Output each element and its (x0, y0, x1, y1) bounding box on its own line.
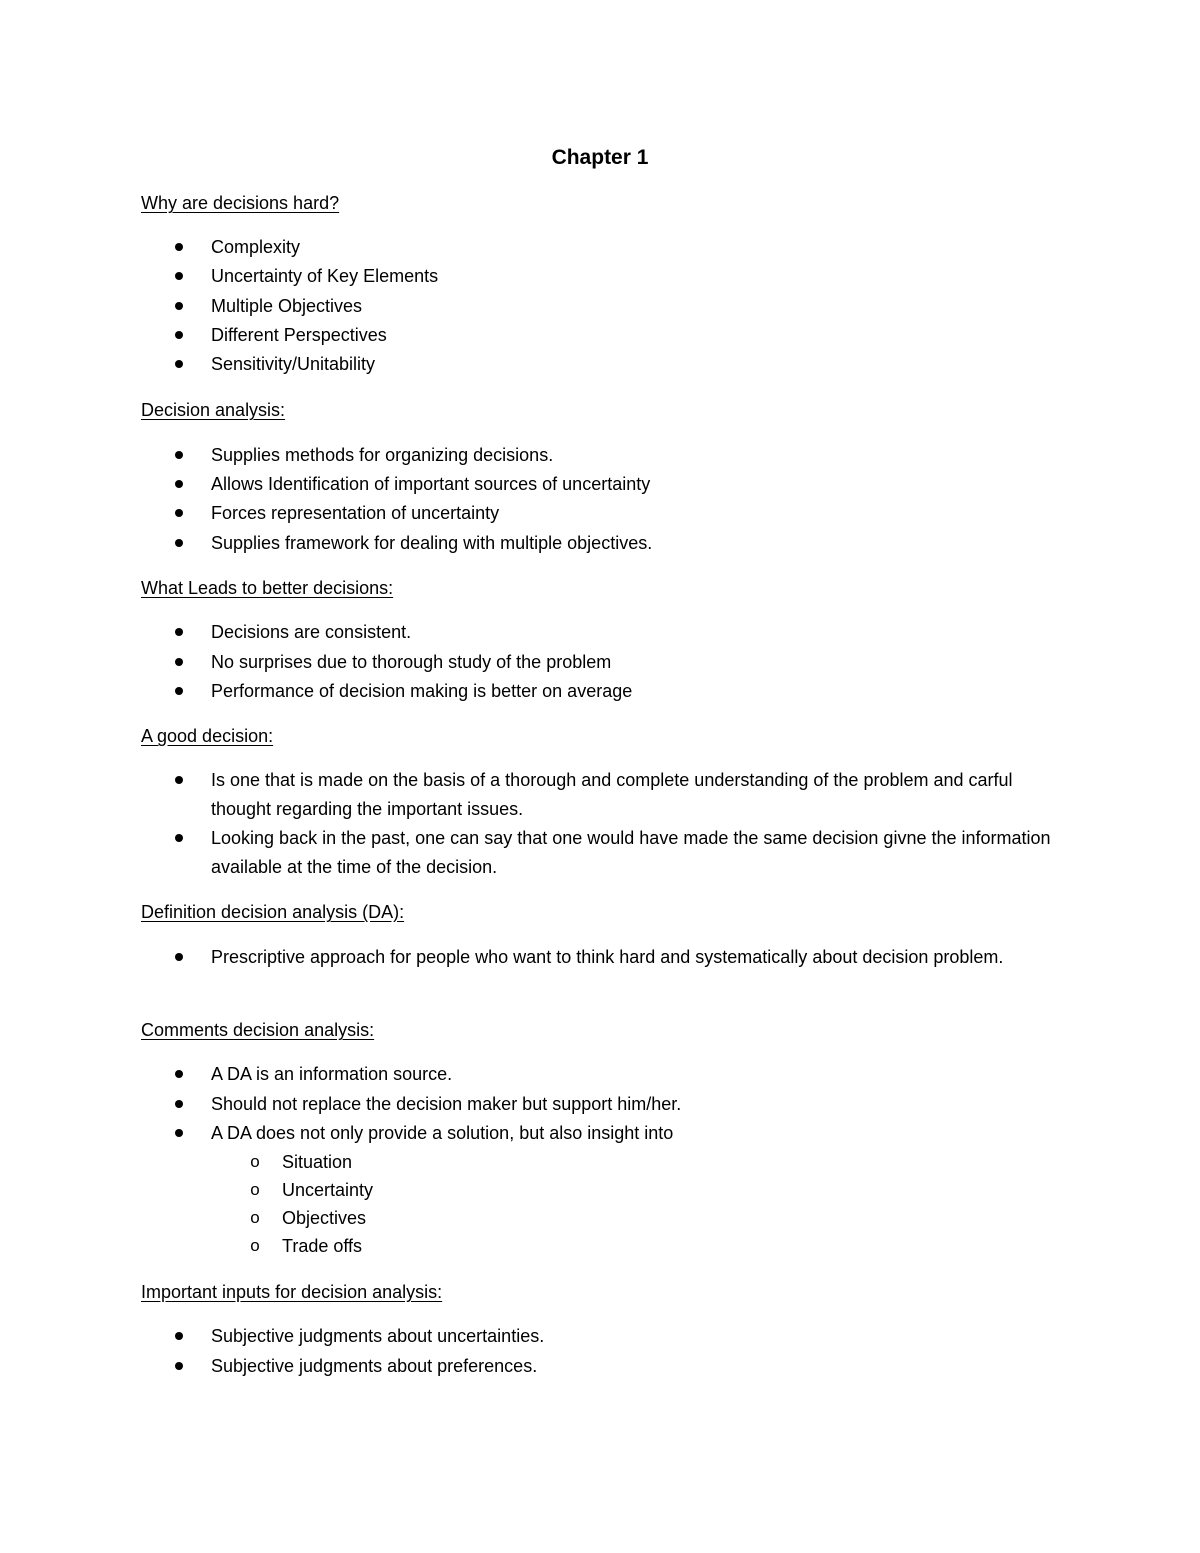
list-item: Supplies framework for dealing with multiple objectives. (211, 533, 653, 553)
list-item: Decisions are consistent. (211, 622, 412, 642)
bullet-icon (170, 1322, 188, 1351)
list-item: A DA does not only provide a solution, but also insight into (211, 1123, 674, 1143)
sub-list-item: Uncertainty (282, 1180, 374, 1200)
bullet-icon (170, 677, 188, 706)
bullet-icon (170, 292, 188, 321)
bullet-icon (170, 618, 188, 647)
bullet-icon (170, 1119, 188, 1148)
sub-bullet-icon: o (250, 1208, 260, 1227)
section-heading-definition-da: Definition decision analysis (DA): (141, 902, 405, 922)
list-item: Performance of decision making is better on average (211, 681, 633, 701)
section-heading-why-hard: Why are decisions hard? (141, 193, 340, 213)
list-item: Uncertainty of Key Elements (211, 266, 439, 286)
bullet-icon (170, 529, 188, 558)
list-item: Supplies methods for organizing decisions. (211, 445, 554, 465)
bullet-icon (170, 1090, 188, 1119)
list-item: No surprises due to thorough study of the problem (211, 652, 612, 672)
bullet-icon (170, 824, 188, 853)
bullet-icon (170, 470, 188, 499)
sub-bullet-icon: o (250, 1236, 260, 1255)
bullet-icon (170, 233, 188, 262)
bullet-icon (170, 766, 188, 795)
section-heading-important-inputs: Important inputs for decision analysis: (141, 1282, 443, 1302)
list-item: Subjective judgments about uncertainties. (211, 1326, 545, 1346)
list-item: Allows Identification of important sources of uncertainty (211, 474, 651, 494)
list-item: Complexity (211, 237, 301, 257)
bullet-icon (170, 262, 188, 291)
bullet-icon (170, 1060, 188, 1089)
list-item: Is one that is made on the basis of a thorough and complete understanding of the problem and carful thought regarding the important issues. (211, 770, 1013, 819)
page-title: Chapter 1 (551, 146, 649, 169)
list-item: Forces representation of uncertainty (211, 503, 500, 523)
list-item: Multiple Objectives (211, 296, 363, 316)
bullet-icon (170, 1352, 188, 1381)
section-heading-comments: Comments decision analysis: (141, 1020, 375, 1040)
bullet-icon (170, 648, 188, 677)
section-heading-better-decisions: What Leads to better decisions: (141, 578, 394, 598)
bullet-icon (170, 943, 188, 972)
sub-list-item: Situation (282, 1152, 353, 1172)
list-item: Different Perspectives (211, 325, 387, 345)
list-item: Should not replace the decision maker but support him/her. (211, 1094, 682, 1114)
sub-list-item: Objectives (282, 1208, 367, 1228)
list-item: Sensitivity/Unitability (211, 354, 376, 374)
bullet-icon (170, 499, 188, 528)
list-item: Prescriptive approach for people who want to think hard and systematically about decision problem. (211, 947, 1004, 967)
list-item: Subjective judgments about preferences. (211, 1356, 538, 1376)
list-item: A DA is an information source. (211, 1064, 453, 1084)
sub-bullet-icon: o (250, 1152, 260, 1171)
bullet-icon (170, 350, 188, 379)
bullet-icon (170, 441, 188, 470)
sub-bullet-icon: o (250, 1180, 260, 1199)
section-heading-decision-analysis: Decision analysis: (141, 400, 286, 420)
section-heading-good-decision: A good decision: (141, 726, 274, 746)
bullet-icon (170, 321, 188, 350)
sub-list-item: Trade offs (282, 1236, 363, 1256)
list-item: Looking back in the past, one can say that one would have made the same decision givne the information available at the time of the decision. (211, 828, 1051, 877)
